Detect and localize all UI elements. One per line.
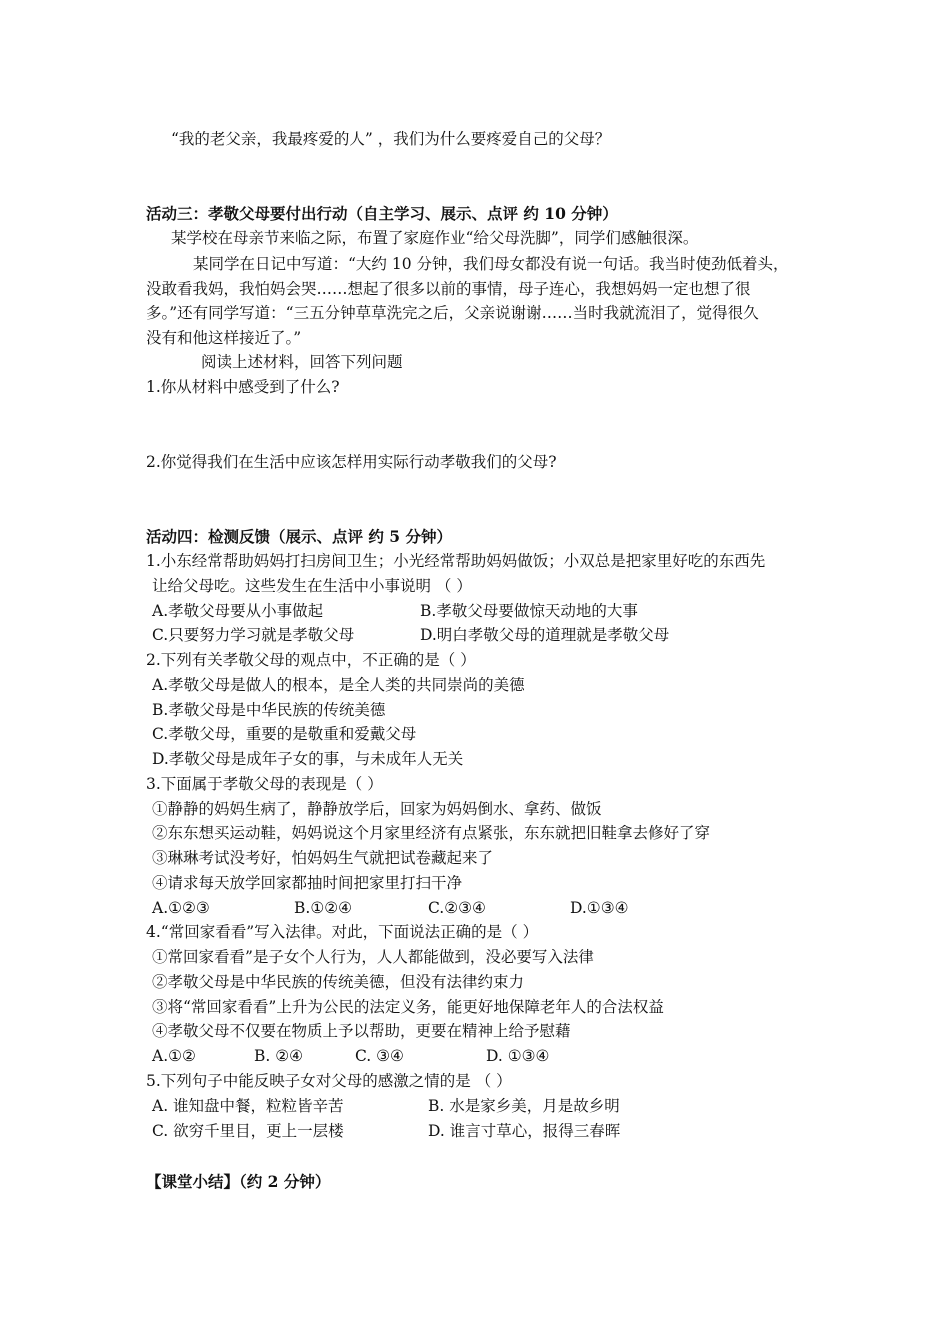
q3-item-1: ①静静的妈妈生病了，静静放学后，回家为妈妈倒水、拿药、做饭 — [152, 800, 602, 818]
q1-stem-line-1: 1.小东经常帮助妈妈打扫房间卫生；小光经常帮助妈妈做饭；小双总是把家里好吃的东西先 — [146, 552, 766, 570]
activity3-instruction: 阅读上述材料，回答下列问题 — [201, 353, 403, 371]
q4-option-d: D. ①③④ — [486, 1047, 550, 1065]
q3-item-4: ④请求每天放学回家都抽时间把家里打扫干净 — [152, 874, 463, 892]
q4-option-a: A.①② — [152, 1047, 196, 1065]
activity3-paragraph-2-line-3: 多。”还有同学写道：“三五分钟草草洗完之后，父亲说谢谢……当时我就流泪了，觉得很久 — [146, 304, 759, 322]
q1-option-d: D.明白孝敬父母的道理就是孝敬父母 — [420, 626, 670, 644]
activity3-question-1: 1.你从材料中感受到了什么? — [146, 378, 340, 396]
activity3-paragraph-1: 某学校在母亲节来临之际，布置了家庭作业“给父母洗脚”，同学们感触很深。 — [171, 229, 699, 247]
activity3-paragraph-2-line-1: 某同学在日记中写道：“大约 10 分钟，我们母女都没有说一句话。我当时使劲低着头， — [193, 255, 789, 273]
intro-question: “我的老父亲，我最疼爱的人” ，我们为什么要疼爱自己的父母？ — [171, 130, 611, 148]
q1-option-b: B.孝敬父母要做惊天动地的大事 — [420, 602, 638, 620]
q5-option-b: B. 水是家乡美，月是故乡明 — [428, 1097, 620, 1115]
q3-item-3: ③琳琳考试没考好，怕妈妈生气就把试卷藏起来了 — [152, 849, 494, 867]
activity3-paragraph-2-line-4: 没有和他这样接近了。” — [146, 329, 302, 347]
q4-stem: 4.“常回家看看”写入法律。对此，下面说法正确的是（ ） — [146, 923, 539, 941]
q3-option-a: A.①②③ — [152, 899, 210, 917]
q3-option-c: C.②③④ — [428, 899, 486, 917]
q5-option-a: A. 谁知盘中餐，粒粒皆辛苦 — [152, 1097, 344, 1115]
activity3-question-2: 2.你觉得我们在生活中应该怎样用实际行动孝敬我们的父母? — [146, 453, 557, 471]
q3-option-d: D.①③④ — [570, 899, 629, 917]
activity3-paragraph-2-line-2: 没敢看我妈，我怕妈会哭……想起了很多以前的事情，母子连心，我想妈妈一定也想了很 — [146, 280, 751, 298]
q5-option-d: D. 谁言寸草心，报得三春晖 — [428, 1122, 621, 1140]
q4-item-1: ①常回家看看”是子女个人行为，人人都能做到，没必要写入法律 — [152, 948, 594, 966]
q2-option-d: D.孝敬父母是成年子女的事，与未成年人无关 — [152, 750, 464, 768]
q4-item-2: ②孝敬父母是中华民族的传统美德，但没有法律约束力 — [152, 973, 525, 991]
q5-stem: 5.下列句子中能反映子女对父母的感激之情的是 （ ） — [146, 1072, 512, 1090]
q1-stem-line-2: 让给父母吃。这些发生在生活中小事说明 （ ） — [152, 577, 472, 595]
q2-option-b: B.孝敬父母是中华民族的传统美德 — [152, 701, 386, 719]
q4-option-c: C. ③④ — [355, 1047, 404, 1065]
q1-option-a: A.孝敬父母要从小事做起 — [152, 602, 324, 620]
q2-stem: 2.下列有关孝敬父母的观点中，不正确的是（ ） — [146, 651, 476, 669]
activity3-title: 活动三：孝敬父母要付出行动（自主学习、展示、点评 约 10 分钟） — [146, 204, 618, 223]
q3-option-b: B.①②④ — [294, 899, 353, 917]
q4-item-4: ④孝敬父母不仅要在物质上予以帮助，更要在精神上给予慰藉 — [152, 1022, 571, 1040]
q5-option-c: C. 欲穷千里目，更上一层楼 — [152, 1122, 344, 1140]
class-summary-heading: 【课堂小结】（约 2 分钟） — [146, 1172, 331, 1191]
q3-item-2: ②东东想买运动鞋，妈妈说这个月家里经济有点紧张，东东就把旧鞋拿去修好了穿 — [152, 824, 711, 842]
q3-stem: 3.下面属于孝敬父母的表现是（ ） — [146, 775, 383, 793]
q2-option-a: A.孝敬父母是做人的根本，是全人类的共同崇尚的美德 — [152, 676, 525, 694]
q4-option-b: B. ②④ — [254, 1047, 304, 1065]
q1-option-c: C.只要努力学习就是孝敬父母 — [152, 626, 355, 644]
activity4-title: 活动四：检测反馈（展示、点评 约 5 分钟） — [146, 527, 452, 546]
q4-item-3: ③将“常回家看看”上升为公民的法定义务，能更好地保障老年人的合法权益 — [152, 998, 664, 1016]
q2-option-c: C.孝敬父母，重要的是敬重和爱戴父母 — [152, 725, 417, 743]
